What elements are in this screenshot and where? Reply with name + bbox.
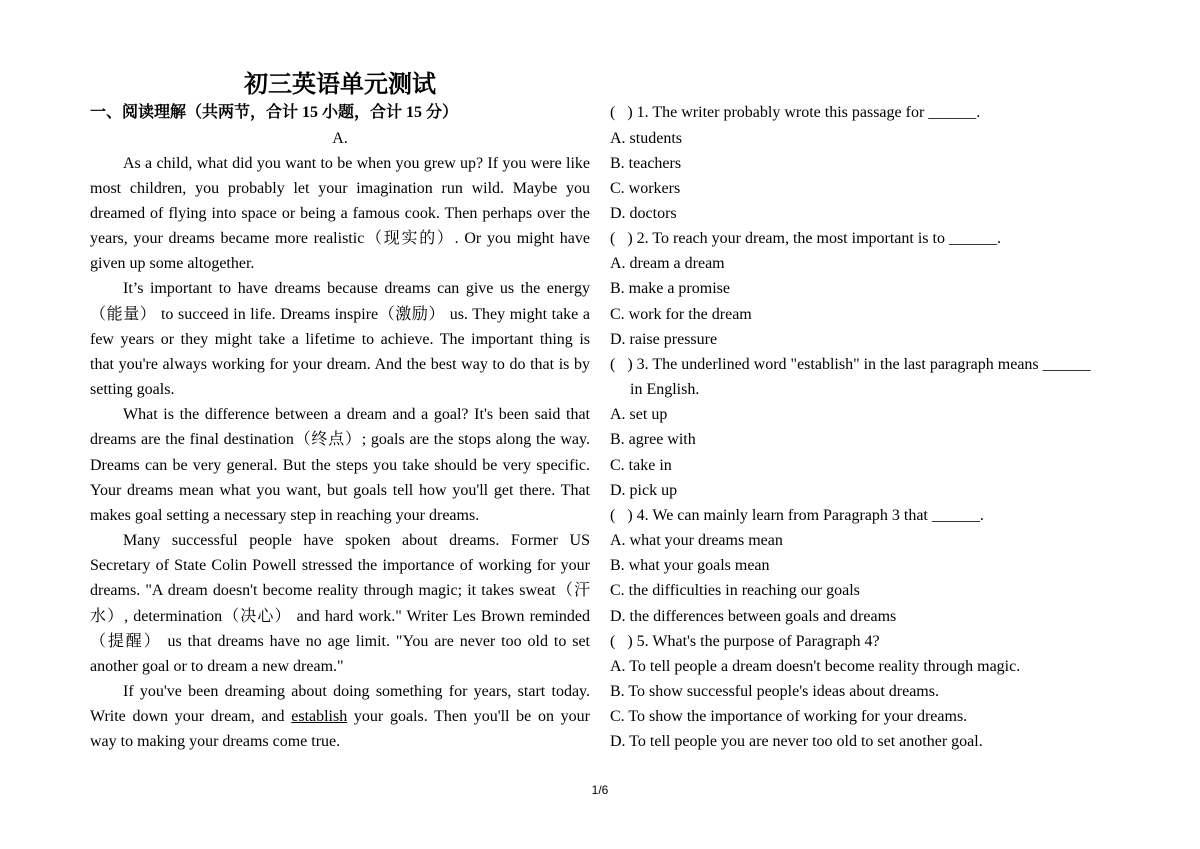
questions-column — [610, 100, 1100, 754]
question-stem: ( ) 3. The underlined word "establish" in the last paragraph means ______ — [610, 355, 1091, 373]
answer-option: B. teachers — [610, 154, 682, 172]
passage-line: makes goal setting a necessary step in reaching your dreams. — [90, 506, 480, 524]
question-stem: ( ) 2. To reach your dream, the most important is to ______. — [610, 230, 1001, 248]
passage-label: A. — [332, 129, 348, 147]
answer-option: B. make a promise — [610, 280, 730, 298]
question-stem: ( ) 1. The writer probably wrote this passage for ______. — [610, 104, 981, 122]
answer-option: C. the difficulties in reaching our goals — [610, 582, 860, 600]
passage-line: （能量） to succeed in life. Dreams inspire（激励） us. They might take a — [90, 305, 590, 323]
passage-line: that you're always working for your dream. And the best way to do that is by — [90, 355, 590, 373]
document-title: 初三英语单元测试 — [244, 72, 436, 98]
passage-line: way to making your dreams come true. — [90, 733, 341, 751]
answer-option: C. To show the importance of working for your dreams. — [610, 708, 968, 726]
passage-line: What is the difference between a dream and a goal? It's been said that — [123, 406, 590, 424]
passage-line: most children, you probably let your imagination run wild. Maybe you — [90, 179, 590, 197]
answer-option: B. To show successful people's ideas about dreams. — [610, 682, 939, 700]
passage-line: another goal or to dream a new dream." — [90, 657, 344, 675]
passage-line: dreamed of flying into space or being a famous cook. Then perhaps over the — [90, 205, 590, 223]
answer-option: C. work for the dream — [610, 305, 752, 323]
passage-column — [90, 100, 590, 754]
answer-option: D. pick up — [610, 481, 678, 499]
passage-line: Dreams can be very general. But the steps you take should be very specific. — [90, 456, 590, 474]
passage-line: few years or they might take a lifetime to achieve. The important thing is — [90, 330, 590, 348]
passage-line: As a child, what did you want to be when you grew up? If you were like — [123, 154, 590, 172]
passage-text: your goals. Then you'll be on your — [347, 708, 591, 726]
answer-option: D. To tell people you are never too old to set another goal. — [610, 733, 983, 751]
answer-option: A. dream a dream — [610, 255, 725, 273]
underlined-word: establish — [291, 708, 348, 726]
passage-line — [90, 704, 590, 729]
passage-line: given up some altogether. — [90, 255, 255, 273]
passage-line: setting goals. — [90, 381, 175, 399]
passage-line: Secretary of State Colin Powell stressed the importance of working for your — [90, 557, 590, 575]
answer-option: C. take in — [610, 456, 672, 474]
passage-line: If you've been dreaming about doing something for years, start today. — [123, 682, 590, 700]
answer-option: B. what your goals mean — [610, 557, 770, 575]
answer-option: C. workers — [610, 179, 681, 197]
answer-option: D. doctors — [610, 205, 677, 223]
question-stem-continuation: in English. — [630, 381, 700, 399]
answer-option: A. students — [610, 129, 682, 147]
answer-option: A. what your dreams mean — [610, 532, 783, 550]
passage-text: Write down your dream, and — [90, 708, 292, 726]
passage-line: years, your dreams became more realistic（现实的）. Or you might have — [90, 230, 590, 248]
passage-line: dreams. "A dream doesn't become reality through magic; it takes sweat（汗 — [90, 582, 590, 600]
answer-option: A. set up — [610, 406, 668, 424]
answer-option: D. raise pressure — [610, 330, 718, 348]
answer-option: A. To tell people a dream doesn't become reality through magic. — [610, 657, 1021, 675]
passage-line: （提醒） us that dreams have no age limit. "You are never too old to set — [90, 632, 590, 650]
passage-line: It’s important to have dreams because dreams can give us the energy — [123, 280, 590, 298]
answer-option: B. agree with — [610, 431, 696, 449]
passage-line: 水）, determination（决心） and hard work." Writer Les Brown reminded — [90, 607, 590, 625]
answer-option: D. the differences between goals and dreams — [610, 607, 897, 625]
question-stem: ( ) 4. We can mainly learn from Paragraph 3 that ______. — [610, 506, 984, 524]
passage-line: dreams are the final destination（终点）; goals are the stops along the way. — [90, 431, 590, 449]
passage-line: Your dreams mean what you want, but goals tell how you'll get there. That — [90, 481, 590, 499]
page-number: 1/6 — [591, 783, 609, 797]
passage-line: Many successful people have spoken about dreams. Former US — [123, 532, 590, 550]
question-stem: ( ) 5. What's the purpose of Paragraph 4? — [610, 632, 880, 650]
section-heading: 一、阅读理解（共两节，合计 15 小题，合计 15 分） — [90, 104, 459, 122]
